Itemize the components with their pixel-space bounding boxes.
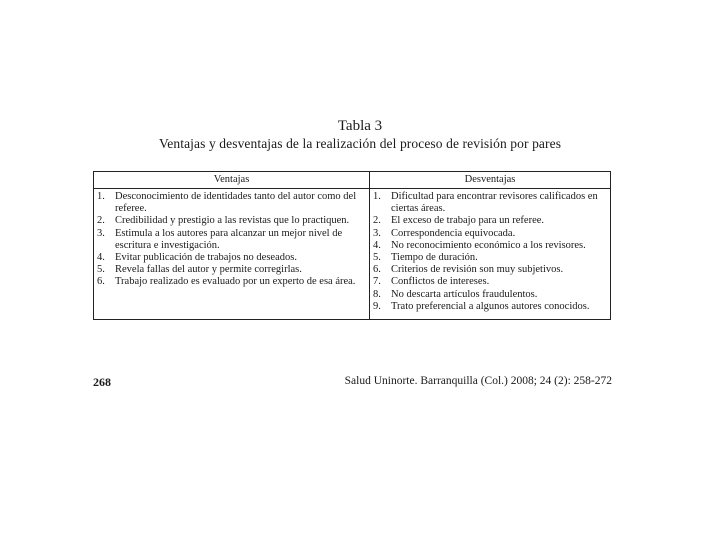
ventaja-item-text: Desconocimiento de identidades tanto del autor como del referee. <box>115 191 357 215</box>
desventaja-item <box>373 228 608 240</box>
ventaja-item <box>97 191 367 215</box>
desventaja-item-text: No descarta artículos fraudulentos. <box>391 288 538 300</box>
desventaja-item <box>373 240 608 252</box>
ventaja-item-text: Trabajo realizado es evaluado por un experto de esa área. <box>115 276 356 288</box>
ventaja-item <box>97 252 367 264</box>
desventaja-item-text: El exceso de trabajo para un referee. <box>391 215 545 227</box>
desventaja-item <box>373 301 608 313</box>
desventaja-item-text: Conflictos de intereses. <box>391 276 490 288</box>
ventaja-item-number: 3. <box>97 227 105 239</box>
desventaja-item <box>373 264 608 276</box>
desventajas-list <box>373 191 608 313</box>
desventaja-item-number: 7. <box>373 276 381 288</box>
ventaja-item-text: Estimula a los autores para alcanzar un mejor nivel de escritura e investigación. <box>115 227 343 251</box>
table-body <box>94 189 610 320</box>
desventaja-item <box>373 252 608 264</box>
table-header-row <box>94 172 610 189</box>
ventaja-item-text: Credibilidad y prestigio a las revistas que lo practiquen. <box>115 215 350 227</box>
ventaja-item-number: 6. <box>97 276 105 288</box>
ventaja-item <box>97 264 367 276</box>
desventaja-item <box>373 276 608 288</box>
header-desventajas: Desventajas <box>464 174 516 185</box>
desventaja-item-number: 2. <box>373 215 381 227</box>
ventaja-item-number: 1. <box>97 191 105 202</box>
desventaja-item-text: Criterios de revisión son muy subjetivos. <box>391 264 564 276</box>
ventaja-item-number: 5. <box>97 264 105 276</box>
desventaja-item-text: Trato preferencial a algunos autores conocidos. <box>391 300 590 312</box>
comparison-table <box>93 171 611 320</box>
desventaja-item-text: Correspondencia equivocada. <box>391 227 516 239</box>
desventaja-item <box>373 215 608 227</box>
ventaja-item-number: 2. <box>97 215 105 227</box>
desventaja-item-number: 1. <box>373 191 381 202</box>
desventaja-item-text: Dificultad para encontrar revisores calificados en ciertas áreas. <box>391 191 598 215</box>
ventaja-item <box>97 215 367 227</box>
desventaja-item <box>373 191 608 215</box>
journal-citation: Salud Uninorte. Barranquilla (Col.) 2008; 24 (2): 258-272 <box>344 375 612 387</box>
table-title: Ventajas y desventajas de la realización del proceso de revisión por pares <box>158 136 562 151</box>
desventaja-item-text: Tiempo de duración. <box>391 252 478 264</box>
ventaja-item <box>97 228 367 252</box>
desventajas-column <box>370 189 610 320</box>
desventaja-item-number: 9. <box>373 300 381 312</box>
ventajas-column <box>94 189 370 320</box>
ventaja-item <box>97 276 367 288</box>
desventaja-item-number: 4. <box>373 239 381 251</box>
ventaja-item-text: Evitar publicación de trabajos no deseados. <box>115 252 297 264</box>
header-ventajas: Ventajas <box>94 172 370 188</box>
ventaja-item-number: 4. <box>97 252 105 264</box>
desventaja-item <box>373 289 608 301</box>
table-label: Tabla 3 <box>337 118 383 134</box>
desventaja-item-number: 8. <box>373 288 381 300</box>
ventaja-item-text: Revela fallas del autor y permite corregirlas. <box>115 264 302 276</box>
ventajas-list <box>97 191 367 289</box>
desventaja-item-number: 5. <box>373 252 381 264</box>
desventaja-item-number: 6. <box>373 264 381 276</box>
desventaja-item-number: 3. <box>373 227 381 239</box>
desventaja-item-text: No reconocimiento económico a los revisores. <box>391 239 586 251</box>
page-number: 268 <box>93 375 111 389</box>
